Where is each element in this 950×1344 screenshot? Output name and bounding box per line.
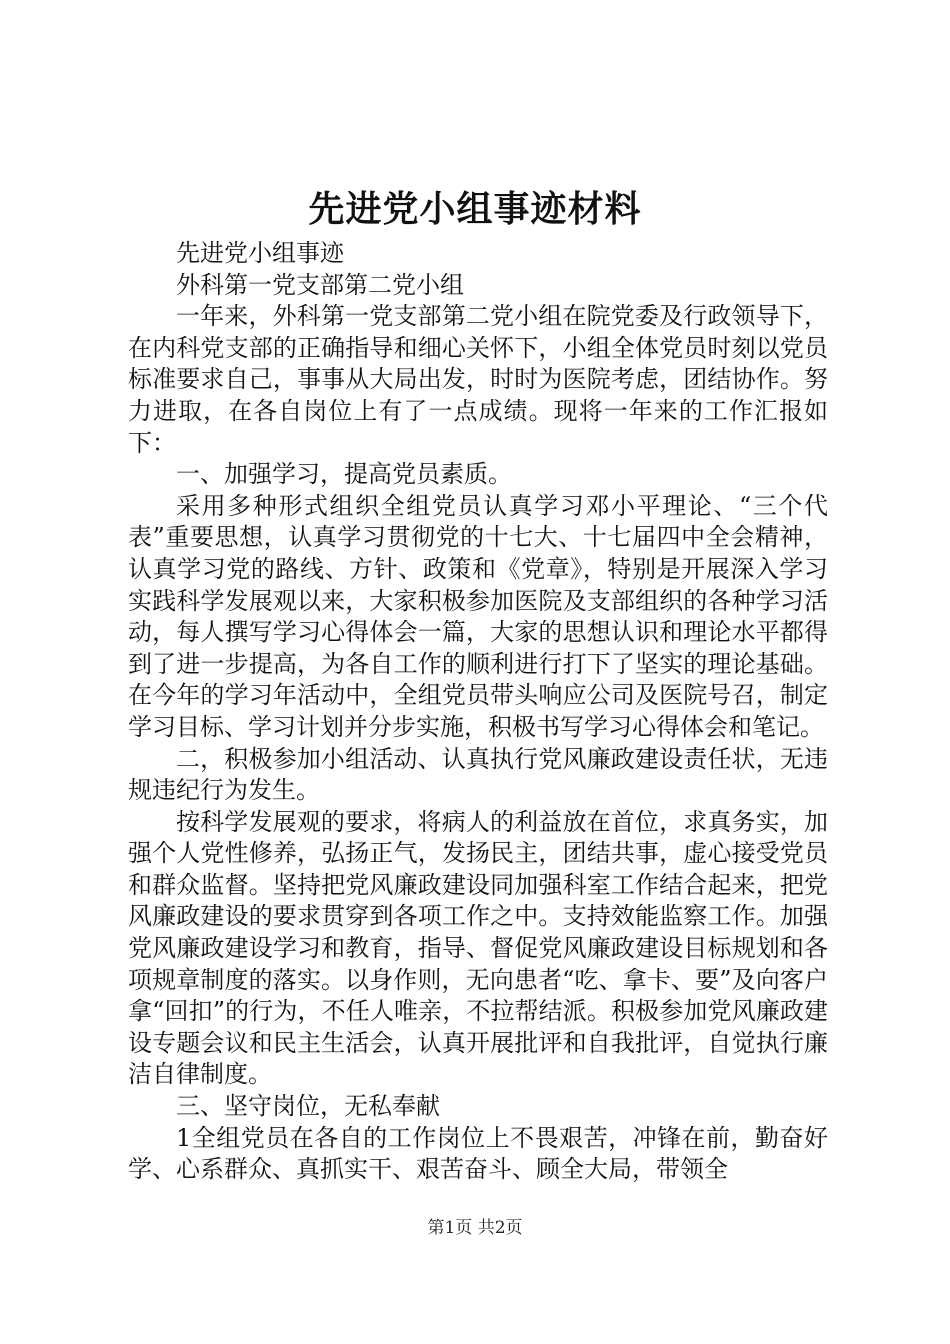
document-title: 先进党小组事迹材料 [308,188,642,230]
section-heading: 一、加强学习，提高党员素质。 [176,460,512,489]
section-heading: 二，积极参加小组活动、认真执行党风廉政建设责任状，无违规违纪行为发生。 [128,744,828,805]
body-paragraph: 外科第一党支部第二党小组 [176,270,464,299]
body-paragraph: 按科学发展观的要求，将病人的利益放在首位，求真务实，加强个人党性修养，弘扬正气，发扬民主，团结共事，虚心接受党员和群众监督。坚持把党风廉政建设同加强科室工作结合起来，把党风廉政建设的要求贯穿到各项工作之中。支持效能监察工作。加强党风廉政建设学习和教育，指导、督促党风廉政建设目标规划和各项规章制度的落实。以身作则，无向患者“吃、拿卡、要”及向客户拿“回扣”的行为，不任人唯亲，不拉帮结派。积极参加党风廉政建设专题会议和民主生活会，认真开展批评和自我批评，自觉执行廉洁自律制度。 [128,807,828,1089]
body-paragraph: 采用多种形式组织全组党员认真学习邓小平理论、“三个代表”重要思想，认真学习贯彻党的十七大、十七届四中全会精神，认真学习党的路线、方针、政策和《党章》，特别是开展深入学习实践科学发展观以来，大家积极参加医院及支部组织的各种学习活动，每人撰写学习心得体会一篇，大家的思想认识和理论水平都得到了进一步提高，为各自工作的顺利进行打下了坚实的理论基础。在今年的学习年活动中，全组党员带头响应公司及医院号召，制定学习目标、学习计划并分步实施，积极书写学习心得体会和笔记。 [128,491,828,741]
body-paragraph: 一年来，外科第一党支部第二党小组在院党委及行政领导下，在内科党支部的正确指导和细心关怀下，小组全体党员时刻以党员标准要求自己，事事从大局出发，时时为医院考虑，团结协作。努力进取，在各自岗位上有了一点成绩。现将一年来的工作汇报如下： [128,302,828,457]
body-paragraph: 先进党小组事迹 [176,239,344,267]
page-indicator: 第1页 共2页 [427,1218,523,1238]
body-paragraph: 1全组党员在各自的工作岗位上不畏艰苦，冲锋在前，勤奋好学、心系群众、真抓实干、艰苦奋斗、顾全大局，带领全 [128,1123,828,1184]
section-heading: 三、坚守岗位，无私奉献 [176,1092,440,1121]
document-body [128,238,828,1186]
